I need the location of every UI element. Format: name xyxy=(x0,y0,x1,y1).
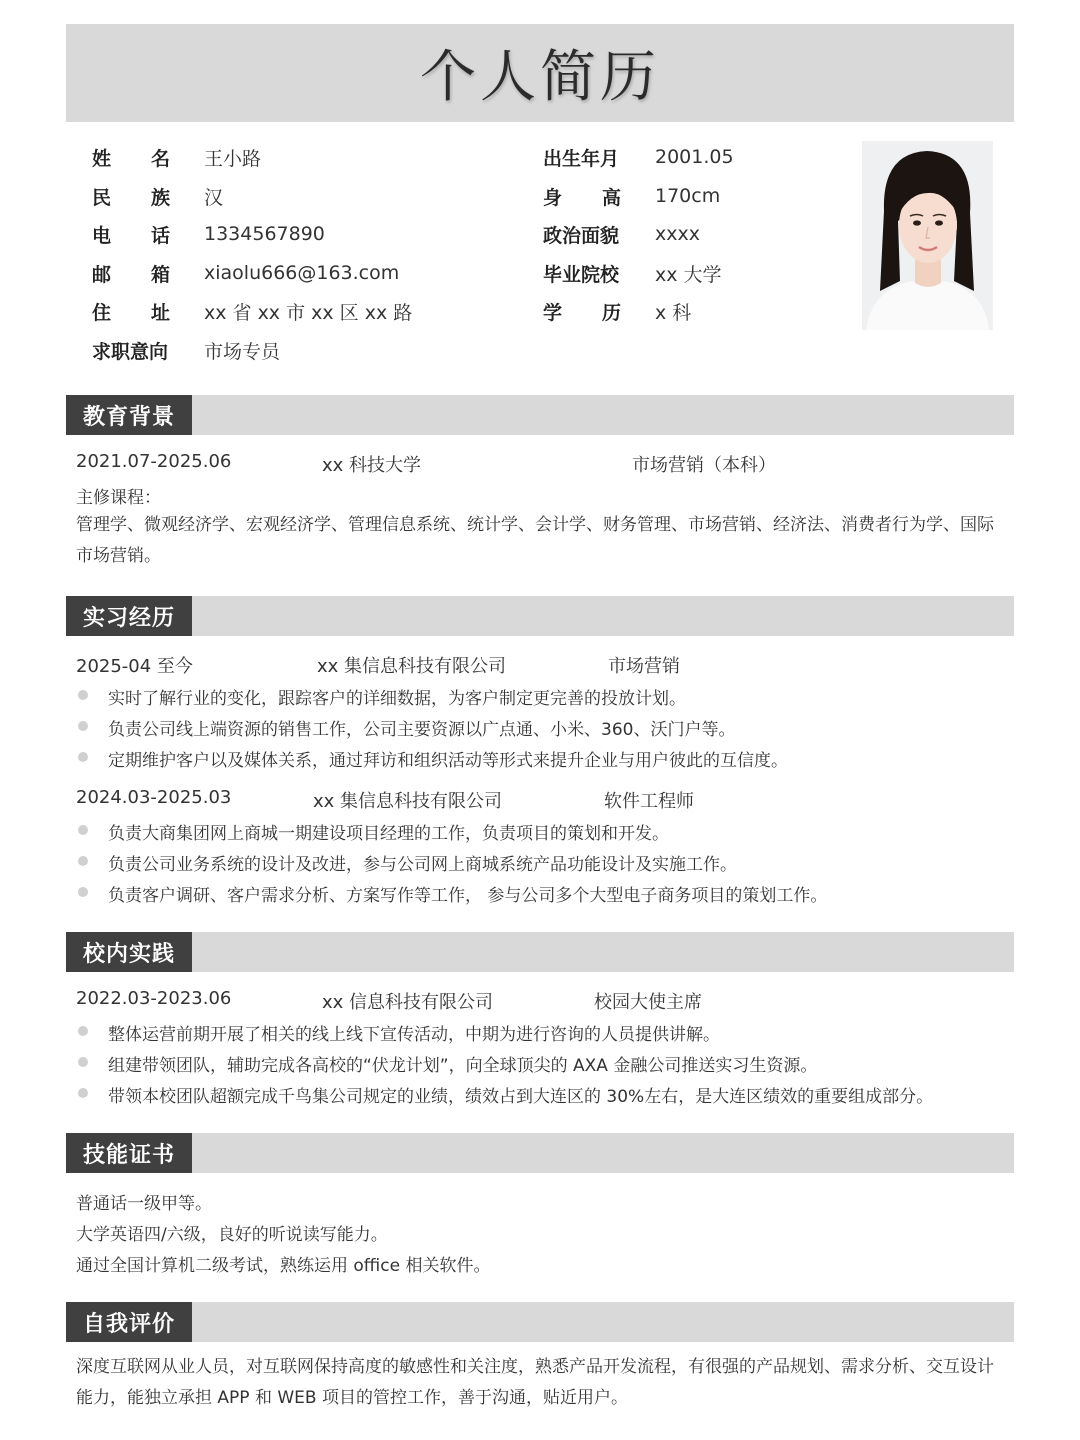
job2-company: xx 集信息科技有限公司 xyxy=(313,791,503,812)
job2-bullet-3: 负责客户调研、客户需求分析、方案写作等工作， 参与公司多个大型电子商务项目的策划工作。 xyxy=(108,886,828,906)
info-objective xyxy=(92,331,280,369)
resume-title: 个人简历 xyxy=(420,45,660,110)
job2-bullet-2: 负责公司业务系统的设计及改进，参与公司网上商城系统产品功能设计及实施工作。 xyxy=(108,855,737,875)
section-campus-header xyxy=(66,932,1014,972)
label-degree: 学 历 xyxy=(543,301,621,324)
info-phone xyxy=(92,215,325,253)
skill-line-3: 通过全国计算机二级考试，熟练运用 office 相关软件。 xyxy=(76,1256,491,1276)
value-ethnicity: 汉 xyxy=(204,186,224,209)
education-school: xx 科技大学 xyxy=(322,455,422,476)
job2-bullet-1: 负责大商集团网上商城一期建设项目经理的工作，负责项目的策划和开发。 xyxy=(108,824,669,844)
info-school xyxy=(543,254,722,292)
bullet-dot xyxy=(78,721,88,731)
courses-label: 主修课程： xyxy=(76,488,161,508)
job2-date: 2024.03-2025.03 xyxy=(76,787,232,808)
info-birth xyxy=(543,138,734,176)
bullet-dot xyxy=(78,856,88,866)
job1-bullet-3: 定期维护客户以及媒体关系，通过拜访和组织活动等形式来提升企业与用户彼此的互信度。 xyxy=(108,751,788,771)
section-self-eval-title: 自我评价 xyxy=(66,1302,192,1342)
info-address xyxy=(92,292,412,330)
skill-line-2: 大学英语四/六级，良好的听说读写能力。 xyxy=(76,1225,388,1245)
campus-date: 2022.03-2023.06 xyxy=(76,988,232,1009)
value-objective: 市场专员 xyxy=(204,340,281,363)
bullet-dot xyxy=(78,887,88,897)
info-ethnicity xyxy=(92,177,223,215)
info-political xyxy=(543,215,700,253)
info-height xyxy=(543,177,720,215)
bullet-dot xyxy=(78,752,88,762)
label-email: 邮 箱 xyxy=(92,263,170,286)
section-campus-title: 校内实践 xyxy=(66,932,192,972)
info-name xyxy=(92,138,261,176)
bullet-dot xyxy=(78,690,88,700)
value-degree: x 科 xyxy=(655,301,692,324)
courses-text: 管理学、微观经济学、宏观经济学、管理信息系统、统计学、会计学、财务管理、市场营销、经济法、消费者行为学、国际市场营销。 xyxy=(76,515,994,566)
value-name: 王小路 xyxy=(204,147,262,170)
education-date: 2021.07-2025.06 xyxy=(76,451,232,472)
job1-date: 2025-04 至今 xyxy=(76,656,193,677)
label-objective: 求职意向 xyxy=(92,340,169,363)
label-birth: 出生年月 xyxy=(543,147,620,170)
job1-bullet-1: 实时了解行业的变化，跟踪客户的详细数据，为客户制定更完善的投放计划。 xyxy=(108,689,686,709)
label-name: 姓 名 xyxy=(92,147,170,170)
campus-bullet-2: 组建带领团队，辅助完成各高校的“伏龙计划”，向全球顶尖的 AXA 金融公司推送实习生资源。 xyxy=(108,1056,818,1076)
value-height: 170cm xyxy=(655,185,721,207)
bullet-dot xyxy=(78,1088,88,1098)
section-skills-title: 技能证书 xyxy=(66,1133,192,1173)
job1-company: xx 集信息科技有限公司 xyxy=(317,656,507,677)
value-political: xxxx xyxy=(655,223,700,245)
education-major: 市场营销（本科） xyxy=(632,455,776,476)
campus-role: 校园大使主席 xyxy=(594,992,702,1013)
section-self-eval-header xyxy=(66,1302,1014,1342)
bullet-dot xyxy=(78,825,88,835)
info-email xyxy=(92,254,399,292)
campus-bullet-3: 带领本校团队超额完成千鸟集公司规定的业绩，绩效占到大连区的 30%左右，是大连区绩效的重要组成部分。 xyxy=(108,1087,934,1107)
label-phone: 电 话 xyxy=(92,224,170,247)
section-internship-title: 实习经历 xyxy=(66,596,192,636)
label-height: 身 高 xyxy=(543,186,621,209)
value-address: xx 省 xx 市 xx 区 xx 路 xyxy=(204,301,413,324)
bullet-dot xyxy=(78,1026,88,1036)
value-birth: 2001.05 xyxy=(655,146,734,168)
section-internship-header xyxy=(66,596,1014,636)
skill-line-1: 普通话一级甲等。 xyxy=(76,1194,212,1214)
job1-bullet-2: 负责公司线上端资源的销售工作，公司主要资源以广点通、小米、360、沃门户等。 xyxy=(108,720,736,740)
section-education-header xyxy=(66,395,1014,435)
title-banner xyxy=(66,24,1014,122)
self-eval-text: 深度互联网从业人员，对互联网保持高度的敏感性和关注度，熟悉产品开发流程，有很强的产品规划、需求分析、交互设计能力，能独立承担 APP 和 WEB 项目的管控工作，善于沟通，贴近用户。 xyxy=(76,1357,994,1408)
profile-photo xyxy=(862,141,993,330)
section-education-title: 教育背景 xyxy=(66,395,192,435)
job1-role: 市场营销 xyxy=(608,656,680,677)
value-email: xiaolu666@163.com xyxy=(204,262,400,284)
label-ethnicity: 民 族 xyxy=(92,186,170,209)
info-degree xyxy=(543,292,691,330)
label-address: 住 址 xyxy=(92,301,170,324)
value-school: xx 大学 xyxy=(655,263,722,286)
label-political: 政治面貌 xyxy=(543,224,620,247)
job2-role: 软件工程师 xyxy=(604,791,694,812)
label-school: 毕业院校 xyxy=(543,263,620,286)
bullet-dot xyxy=(78,1057,88,1067)
campus-bullet-1: 整体运营前期开展了相关的线上线下宣传活动，中期为进行咨询的人员提供讲解。 xyxy=(108,1025,720,1045)
section-skills-header xyxy=(66,1133,1014,1173)
campus-company: xx 信息科技有限公司 xyxy=(322,992,494,1013)
value-phone: 1334567890 xyxy=(204,223,325,245)
